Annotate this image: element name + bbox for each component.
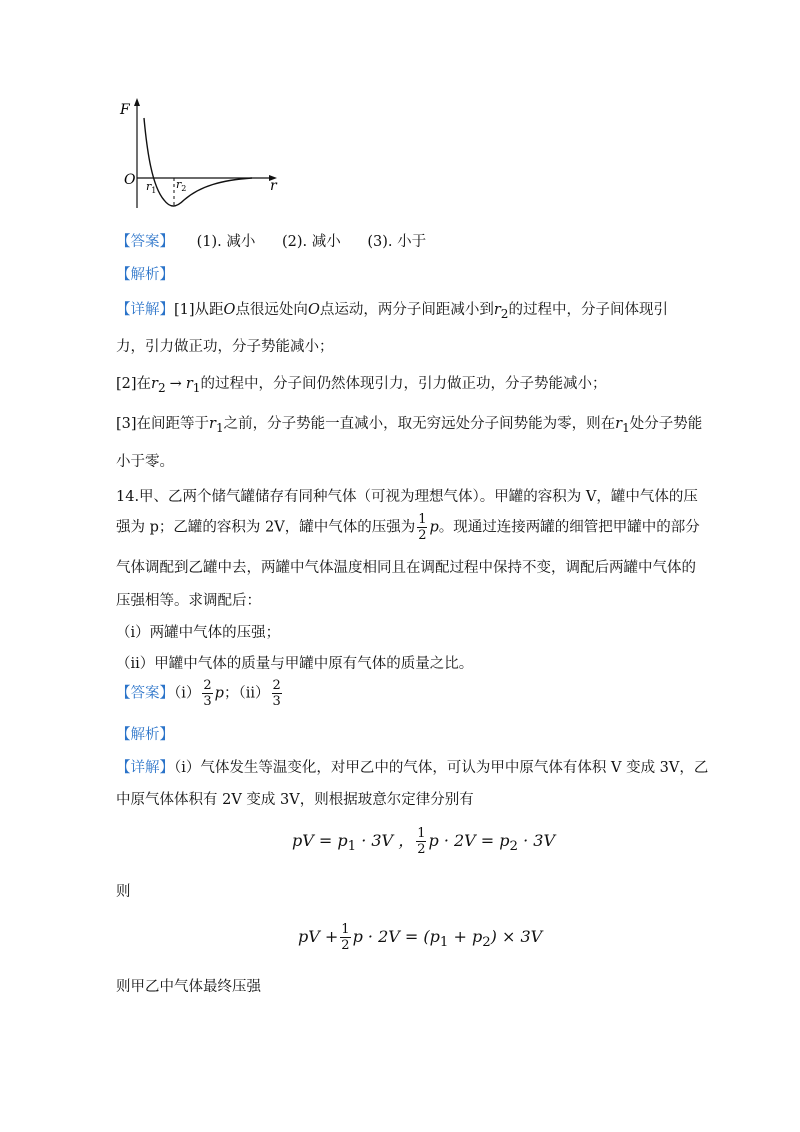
fraction-two-thirds: $\frac{2}{3}$ [203, 678, 212, 709]
question-14-part-i: （i）两罐中气体的压强； [116, 625, 281, 641]
fraction-one-half: $\frac{1}{2}$ [417, 826, 426, 857]
fraction-one-half: $\frac{1}{2}$ [341, 922, 350, 953]
explanation-13-line-5: 小于零。 [116, 454, 174, 470]
p-symbol: p [214, 685, 224, 702]
analysis-tag-13: 【解析】 [116, 267, 174, 283]
then-text: 则 [116, 884, 131, 900]
origin-label: O [124, 172, 136, 188]
answer-13 [116, 230, 426, 251]
text: 点运动，两分子间距减小到 [319, 302, 494, 318]
r1-symbol: r [615, 416, 623, 432]
text: （i）气体发生等温变化，对甲乙中的气体，可认为甲中原气体有体积 V 变成 3V，乙 [174, 760, 709, 776]
question-14-line-2 [116, 512, 700, 543]
answer-14 [116, 678, 284, 709]
r1-symbol: r [185, 376, 193, 392]
r1-label: $r_1$ [146, 180, 157, 195]
r2-symbol: r [493, 302, 501, 318]
r1-symbol: r [209, 416, 216, 432]
arrow-symbol: → [169, 376, 182, 392]
p-symbol: p [429, 519, 439, 536]
equation-boyle-law: pV = $p_1 \cdot 3V$ ， $\frac{1}{2}$ $p \cdot 2V = p_2 \cdot 3V$ [292, 826, 556, 857]
question-14-line-3: 气体调配到乙罐中去，两罐中气体温度相同且在调配过程中保持不变，调配后两罐中气体的 [116, 560, 696, 576]
text: 处分子势能 [629, 416, 703, 432]
answer-option-3: (3). 小于 [367, 234, 427, 250]
subscript: 2 [500, 306, 509, 321]
r-axis-label: r [270, 178, 277, 194]
f-axis-arrow [134, 98, 140, 106]
subscript: 1 [215, 420, 224, 435]
detail-tag: 【详解】 [116, 760, 174, 776]
explanation-14-line-2: 中原气体体积有 2V 变成 3V，则根据玻意尔定律分别有 [116, 792, 474, 808]
text: [1]从距 [174, 302, 224, 318]
f-axis-label: F [120, 102, 130, 118]
o-symbol: O [307, 302, 320, 318]
subscript: 2 [157, 380, 166, 395]
answer-tag: 【答案】 [116, 685, 174, 702]
text: 点很远处向 [235, 302, 308, 318]
question-14-part-ii: （ii）甲罐中气体的质量与甲罐中原有气体的质量之比。 [116, 656, 474, 672]
text: 的过程中，分子间仍然体现引力，引力做正功，分子势能减小； [200, 376, 607, 392]
o-symbol: O [223, 302, 236, 318]
analysis-tag-14: 【解析】 [116, 727, 174, 743]
detail-tag: 【详解】 [116, 302, 174, 318]
question-14-line-4: 压强相等。求调配后： [116, 593, 261, 609]
text: [2]在 [116, 376, 152, 392]
fraction-two-thirds: $\frac{2}{3}$ [272, 678, 281, 709]
question-14-line-1: 14.甲、乙两个储气罐储存有同种气体（可视为理想气体）。甲罐的容积为 V，罐中气体的压 [116, 489, 698, 505]
final-pressure-text: 则甲乙中气体最终压强 [116, 979, 261, 995]
text: 的过程中，分子间体现引 [508, 302, 668, 318]
answer-option-1: (1). 减小 [196, 234, 256, 250]
explanation-14-line-1 [116, 756, 708, 777]
equation-total-pressure: pV + $\frac{1}{2}$ $p \cdot 2V = (p_1 + p_2) \times 3V$ [298, 922, 543, 953]
explanation-13-line-2: 力，引力做正功，分子势能减小； [116, 339, 334, 355]
r2-label: $r_2$ [176, 178, 187, 193]
subscript: 1 [192, 380, 201, 395]
explanation-13-line-3 [116, 372, 606, 395]
text: （i） [174, 685, 201, 702]
subscript: 1 [622, 420, 630, 435]
explanation-13-line-4 [116, 412, 702, 435]
force-curve [144, 118, 252, 206]
answer-option-2: (2). 减小 [281, 234, 341, 250]
force-distance-figure [112, 96, 292, 216]
answer-tag: 【答案】 [116, 234, 174, 250]
fraction-one-half: $\frac{1}{2}$ [418, 512, 427, 543]
text: 之前，分子势能一直减小，取无穷远处分子间势能为零，则在 [223, 416, 616, 432]
r2-symbol: r [151, 376, 158, 392]
text: 。现通过连接两罐的细管把甲罐中的部分 [438, 519, 700, 536]
text: ；（ii） [223, 685, 270, 702]
explanation-13-line-1 [116, 298, 668, 321]
text: 强为 p；乙罐的容积为 2V，罐中气体的压强为 [116, 519, 416, 536]
text: [3]在间距等于 [116, 416, 210, 432]
